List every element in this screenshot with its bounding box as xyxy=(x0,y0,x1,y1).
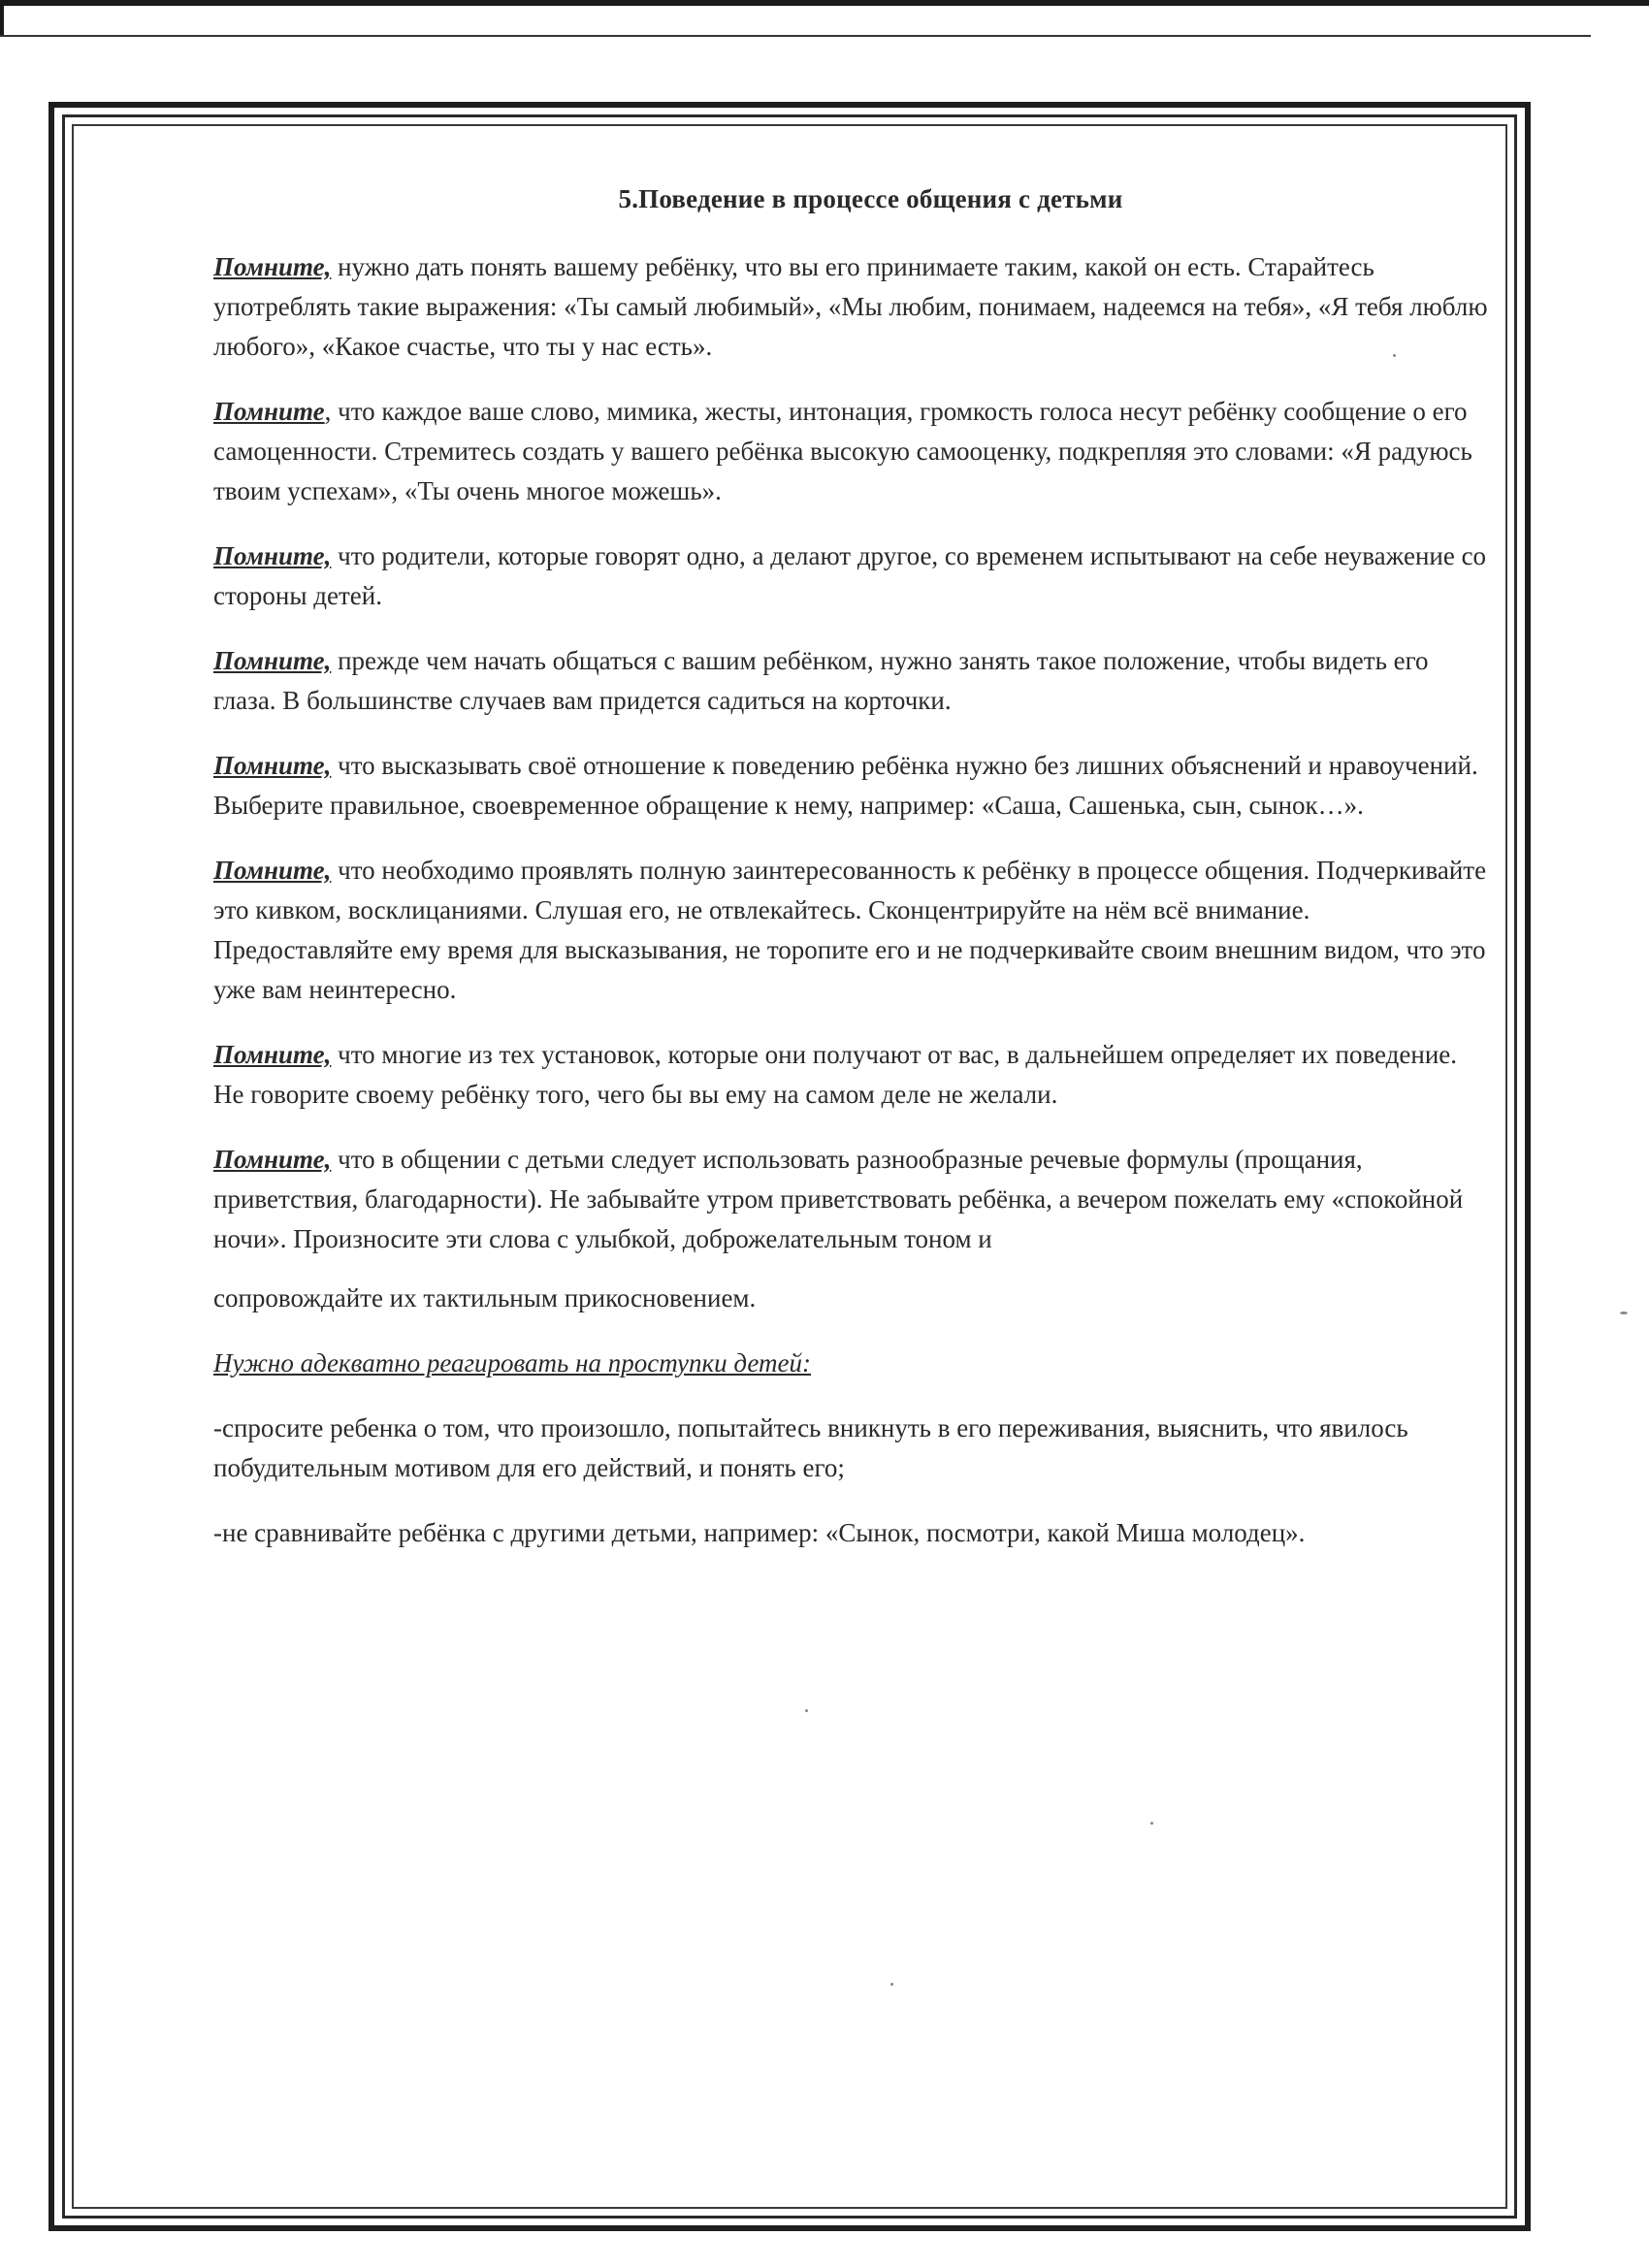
paragraph-text: что многие из тех установок, которые они получают от вас, в дальнейшем определяет их поведение. Не говорите своему ребёнку того, чего бы вы ему на самом деле не желали. xyxy=(213,1040,1458,1109)
document-body xyxy=(213,184,1489,1578)
paragraph-2 xyxy=(213,392,1489,511)
lead-word: Помните xyxy=(213,397,325,426)
paragraph-text: что необходимо проявлять полную заинтересованность к ребёнку в процессе общения. Подчеркивайте это кивком, восклицаниями. Слушая его, не отвлекайтесь. Сконцентрируйте на нём всё внимание. Предоставляйте ему время для высказывания, не торопите его и не подчеркивайте своим внешним видом, что это уже вам неинтересно. xyxy=(213,856,1487,1004)
lead-word: Помните, xyxy=(213,1040,332,1069)
paragraph-4 xyxy=(213,641,1489,721)
lead-word: Помните, xyxy=(213,1145,332,1174)
lead-word: Помните, xyxy=(213,541,332,570)
paragraph-text: что высказывать своё отношение к поведению ребёнка нужно без лишних объяснений и нравоучений. Выберите правильное, своевременное обращение к нему, например: «Саша, Сашенька, сын, сынок…». xyxy=(213,751,1478,820)
paragraph-8-continuation: сопровождайте их тактильным прикосновением. xyxy=(213,1283,757,1312)
paragraph-5 xyxy=(213,746,1489,826)
scan-speck xyxy=(1393,354,1396,357)
lead-word: Помните, xyxy=(213,751,332,780)
lead-word: Помните, xyxy=(213,646,332,675)
paragraph-text: что в общении с детьми следует использовать разнообразные речевые формулы (прощания, приветствия, благодарности). Не забывайте утром приветствовать ребёнка, а вечером пожелать ему «спокойной ночи». Произносите эти слова с улыбкой, доброжелательным тоном и xyxy=(213,1145,1464,1253)
lead-word: Помните, xyxy=(213,252,332,281)
bullet-item-2: -не сравнивайте ребёнка с другими детьми, например: «Сынок, посмотри, какой Миша молодец». xyxy=(213,1518,1306,1547)
paragraph-6 xyxy=(213,851,1489,1010)
section-subheading: Нужно адекватно реагировать на проступки детей: xyxy=(213,1348,811,1377)
paragraph-3 xyxy=(213,536,1489,616)
paragraph-1 xyxy=(213,247,1489,367)
lead-word: Помните, xyxy=(213,856,332,885)
scan-top-edge xyxy=(0,0,1649,6)
scan-top-line xyxy=(0,35,1591,37)
paragraph-text: нужно дать понять вашему ребёнку, что вы его принимаете таким, какой он есть. Старайтесь употреблять такие выражения: «Ты самый любимый», «Мы любим, понимаем, надеемся на тебя», «Я тебя люблю любого», «Какое счастье, что ты у нас есть». xyxy=(213,252,1488,361)
scan-speck xyxy=(805,1709,808,1712)
scan-speck xyxy=(890,1983,893,1986)
paragraph-8 xyxy=(213,1140,1489,1259)
document-title: 5.Поведение в процессе общения с детьми xyxy=(618,184,1123,213)
paragraph-text: прежде чем начать общаться с вашим ребёнком, нужно занять такое положение, чтобы видеть его глаза. В большинстве случаев вам придется садиться на корточки. xyxy=(213,646,1429,715)
scan-speck xyxy=(1150,1822,1153,1825)
paragraph-text: что родители, которые говорят одно, а делают другое, со временем испытывают на себе неуважение со стороны детей. xyxy=(213,541,1487,610)
paragraph-7 xyxy=(213,1035,1489,1115)
scan-left-tick xyxy=(0,6,4,37)
bullet-item-1: -спросите ребенка о том, что произошло, попытайтесь вникнуть в его переживания, выяснить, что явилось побудительным мотивом для его действий, и понять его; xyxy=(213,1413,1408,1482)
paragraph-text: , что каждое ваше слово, мимика, жесты, интонация, громкость голоса несут ребёнку сообщение о его самоценности. Стремитесь создать у вашего ребёнка высокую самооценку, подкрепляя это словами: «Я радуюсь твоим успехам», «Ты очень многое можешь». xyxy=(213,397,1472,505)
scan-speck xyxy=(1620,1312,1628,1314)
